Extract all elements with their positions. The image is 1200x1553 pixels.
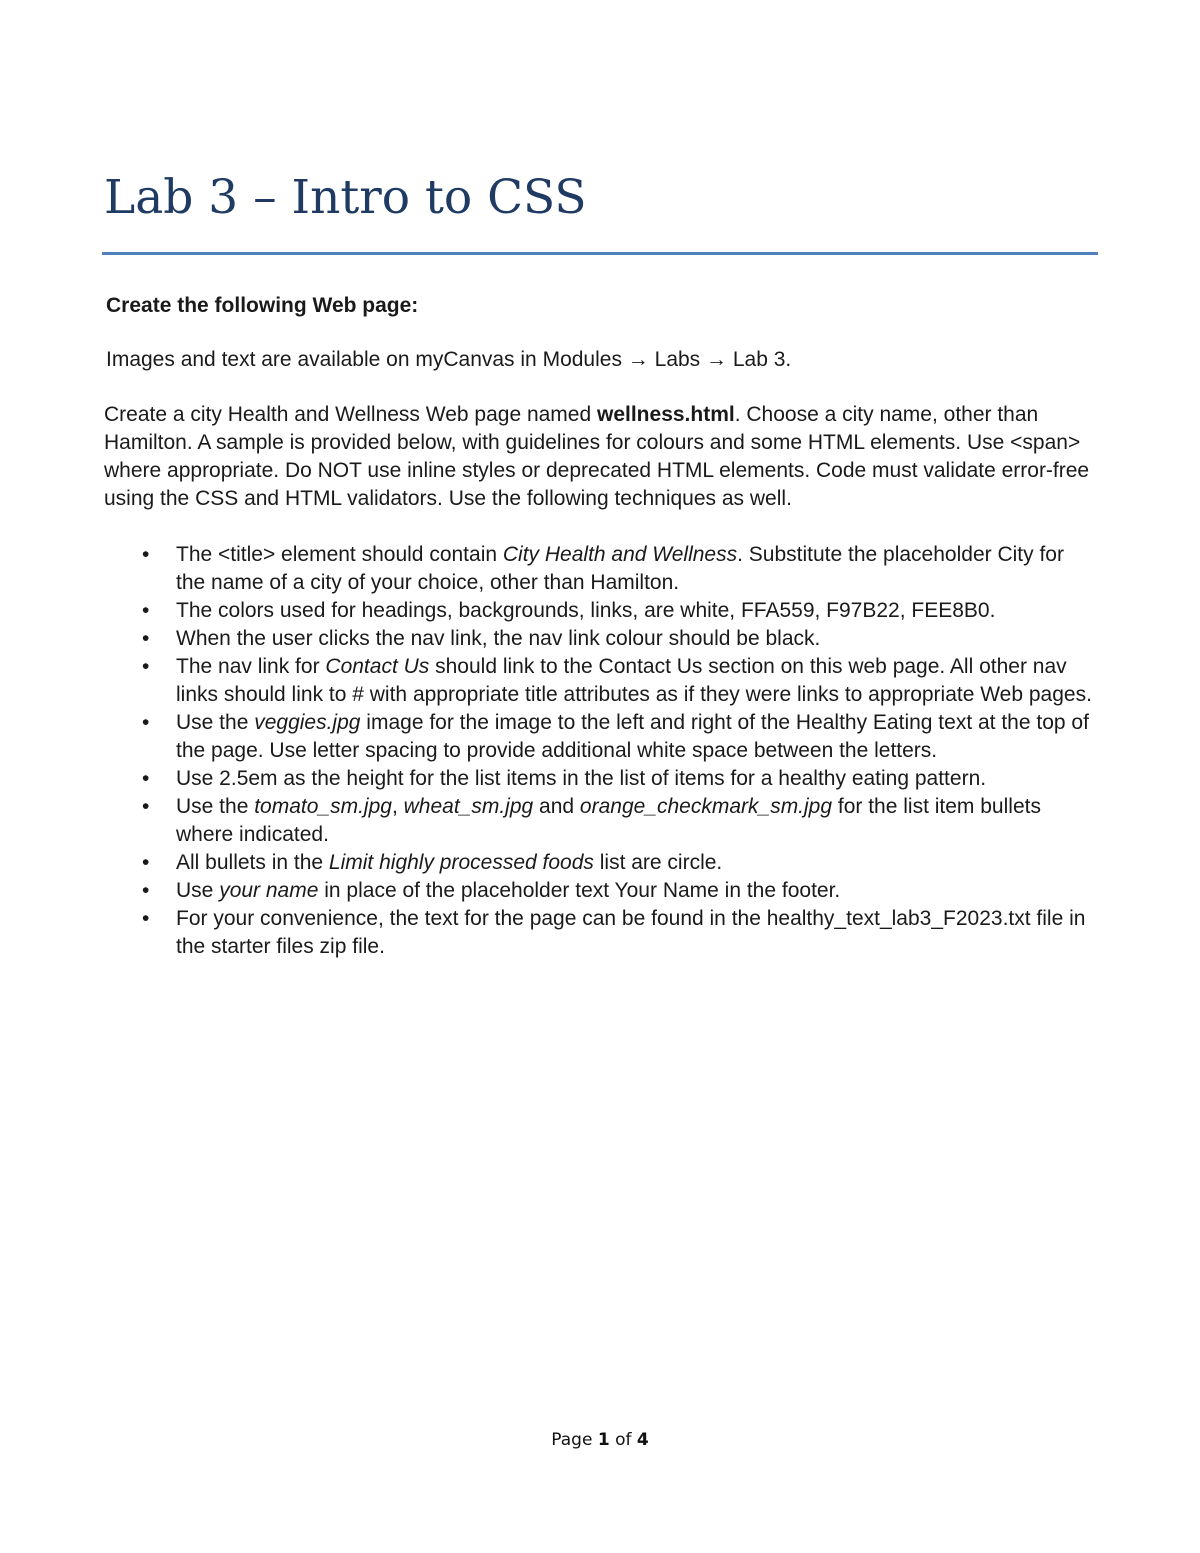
bullet-dot-icon: • [142, 795, 150, 818]
item-text: The nav link for [176, 655, 326, 678]
item-text: Use the [176, 795, 255, 818]
bullet-dot-icon: • [142, 627, 150, 650]
item-text: The colors used for headings, backgrounds, links, are white, FFA559, F97B22, FEE8B0. [176, 599, 996, 622]
intro-part1: Create a city Health and Wellness Web page named [104, 403, 597, 426]
item-text: When the user clicks the nav link, the nav link colour should be black. [176, 627, 821, 650]
bullet-dot-icon: • [142, 543, 150, 566]
list-item [106, 709, 1096, 765]
document-title: Lab 3 – Intro to CSS [104, 170, 587, 225]
item-emphasis: Contact Us [325, 655, 430, 678]
item-text: should link to the Contact Us section on this web page. All other nav links should link to # with appropriate title attributes as if they were links to appropriate Web pages. [176, 655, 1092, 706]
technique-list [106, 541, 1096, 961]
item-text: For your convenience, the text for the page can be found in the healthy_text_lab3_F2023.txt file in the starter files zip file. [176, 907, 1086, 958]
page-current: 1 [597, 1430, 610, 1450]
bullet-dot-icon: • [142, 711, 150, 734]
item-text: , [391, 795, 404, 818]
item-text: Use 2.5em as the height for the list items in the list of items for a healthy eating pattern. [176, 767, 987, 790]
item-text: All bullets in the [176, 851, 329, 874]
bullet-dot-icon: • [142, 907, 150, 930]
item-emphasis: your name [219, 879, 319, 902]
item-emphasis: tomato_sm.jpg [254, 795, 392, 818]
crumb-labs: Labs [654, 348, 701, 371]
item-text: image for the image to the left and right of the Healthy Eating text at the top of the page. Use letter spacing to provide additional white space between the letters. [176, 711, 1089, 762]
bullet-dot-icon: • [142, 851, 150, 874]
list-item [106, 905, 1096, 961]
item-emphasis: Limit highly processed foods [328, 851, 594, 874]
arrow-right-icon: → [706, 348, 728, 371]
item-text: The <title> element should contain [176, 543, 503, 566]
item-text: and [533, 795, 580, 818]
page-label: Page [551, 1430, 598, 1450]
intro-part2: . Choose a city name, other than Hamilton. A sample is provided below, with guidelines for colours and some HTML elements. Use <span> where appropriate. Do NOT use inline styles or deprecated HTML elements. Code must validate error-free using the CSS and HTML validators. Use the following techniques as well. [104, 403, 1090, 510]
list-item [106, 793, 1096, 849]
bullet-dot-icon: • [142, 655, 150, 678]
item-text: list are circle. [593, 851, 723, 874]
list-item [106, 541, 1096, 597]
item-text: Use [176, 879, 220, 902]
crumb-lab3: Lab 3. [732, 348, 792, 371]
list-item [106, 597, 1096, 625]
page-of-label: of [609, 1430, 637, 1450]
resources-paragraph [106, 346, 1096, 374]
item-text: . Substitute the placeholder City for the name of a city of your choice, other than Hamilton. [176, 543, 1064, 594]
list-item [106, 653, 1096, 709]
item-emphasis: wheat_sm.jpg [403, 795, 534, 818]
item-emphasis: orange_checkmark_sm.jpg [579, 795, 833, 818]
list-item [106, 625, 1096, 653]
item-emphasis: veggies.jpg [254, 711, 361, 734]
resources-text: Images and text are available on myCanvas in Modules [106, 348, 622, 371]
intro-paragraph [104, 401, 1096, 513]
list-item [106, 849, 1096, 877]
bullet-dot-icon: • [142, 599, 150, 622]
item-text: for the list item bullets where indicated. [176, 795, 1041, 846]
bullet-dot-icon: • [142, 767, 150, 790]
item-text: Use the [176, 711, 255, 734]
intro-filename: wellness.html [597, 403, 735, 426]
item-emphasis: City Health and Wellness [502, 543, 738, 566]
list-item [106, 877, 1096, 905]
page-number-footer [0, 1428, 1200, 1452]
title-divider [102, 252, 1098, 255]
list-item [106, 765, 1096, 793]
page-total: 4 [636, 1430, 649, 1450]
item-text: in place of the placeholder text Your Name in the footer. [318, 879, 841, 902]
lead-heading: Create the following Web page: [106, 294, 419, 317]
bullet-dot-icon: • [142, 879, 150, 902]
arrow-right-icon: → [627, 348, 649, 371]
document-body [106, 292, 1096, 961]
